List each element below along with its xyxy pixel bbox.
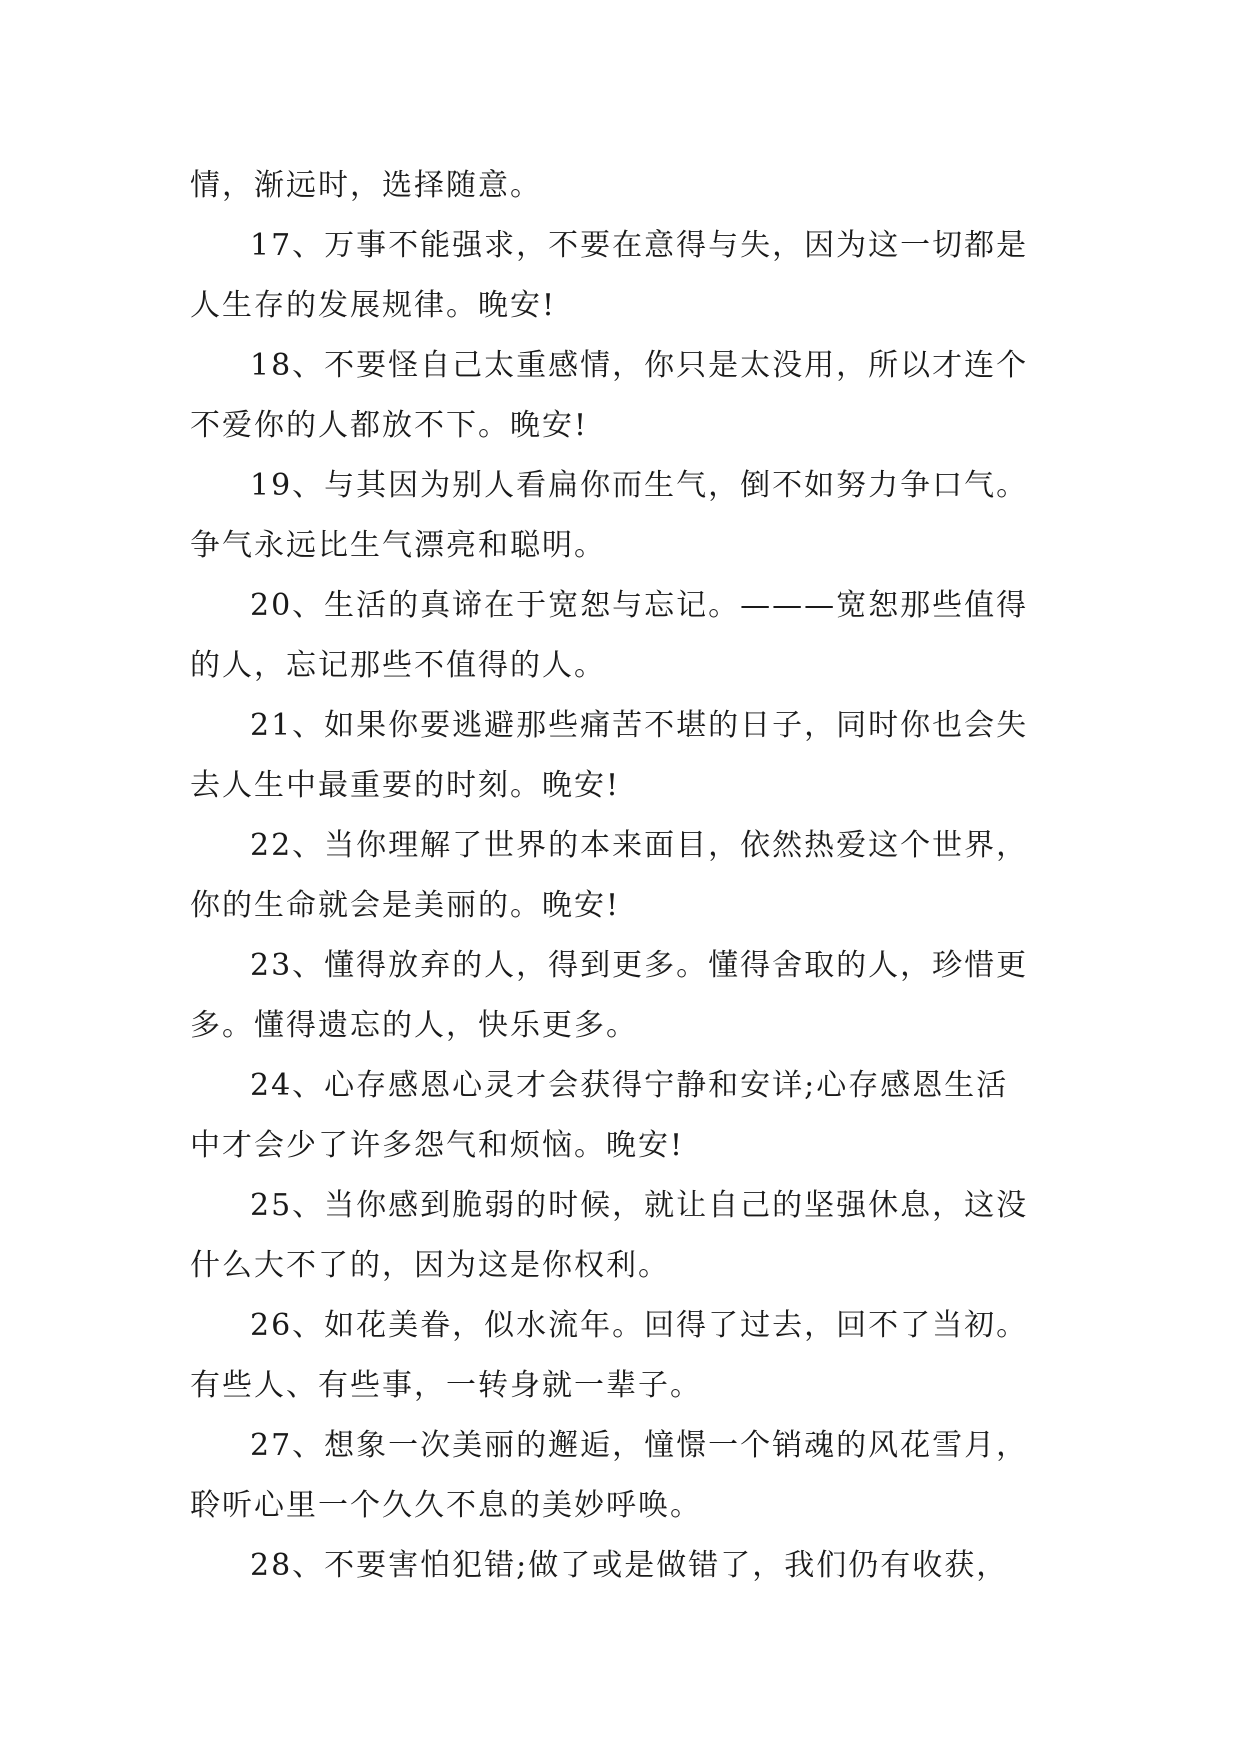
text-line: 情，渐远时，选择随意。: [190, 168, 542, 203]
text-line: 什么大不了的，因为这是你权利。: [190, 1248, 670, 1283]
text-line: 去人生中最重要的时刻。晚安!: [190, 768, 621, 803]
text-line: 18、不要怪自己太重感情，你只是太没用，所以才连个: [250, 348, 1029, 383]
text-line: 25、当你感到脆弱的时候，就让自己的坚强休息，这没: [250, 1188, 1029, 1223]
text-line: 23、懂得放弃的人，得到更多。懂得舍取的人，珍惜更: [250, 948, 1029, 983]
text-line: 争气永远比生气漂亮和聪明。: [190, 528, 606, 563]
text-line: 人生存的发展规律。晚安!: [190, 288, 557, 323]
text-line: 26、如花美眷，似水流年。回得了过去，回不了当初。: [250, 1308, 1029, 1343]
text-line: 有些人、有些事，一转身就一辈子。: [190, 1368, 702, 1403]
text-line: 22、当你理解了世界的本来面目，依然热爱这个世界，: [250, 828, 1029, 863]
text-line: 多。懂得遗忘的人，快乐更多。: [190, 1008, 638, 1043]
text-line: 20、生活的真谛在于宽恕与忘记。———宽恕那些值得: [250, 588, 1029, 623]
text-line: 不爱你的人都放不下。晚安!: [190, 408, 589, 443]
text-line: 中才会少了许多怨气和烦恼。晚安!: [190, 1128, 685, 1163]
text-line: 你的生命就会是美丽的。晚安!: [190, 888, 621, 923]
document-body: [190, 156, 1060, 1596]
text-line: 21、如果你要逃避那些痛苦不堪的日子，同时你也会失: [250, 708, 1029, 743]
text-line: 17、万事不能强求，不要在意得与失，因为这一切都是: [250, 228, 1029, 263]
text-line: 19、与其因为别人看扁你而生气，倒不如努力争口气。: [250, 468, 1029, 503]
text-line: 28、不要害怕犯错;做了或是做错了，我们仍有收获，: [250, 1548, 1009, 1583]
text-line: 聆听心里一个久久不息的美妙呼唤。: [190, 1488, 702, 1523]
text-line: 24、心存感恩心灵才会获得宁静和安详;心存感恩生活: [250, 1068, 1009, 1103]
text-line: 的人，忘记那些不值得的人。: [190, 648, 606, 683]
text-line: 27、想象一次美丽的邂逅，憧憬一个销魂的风花雪月，: [250, 1428, 1029, 1463]
